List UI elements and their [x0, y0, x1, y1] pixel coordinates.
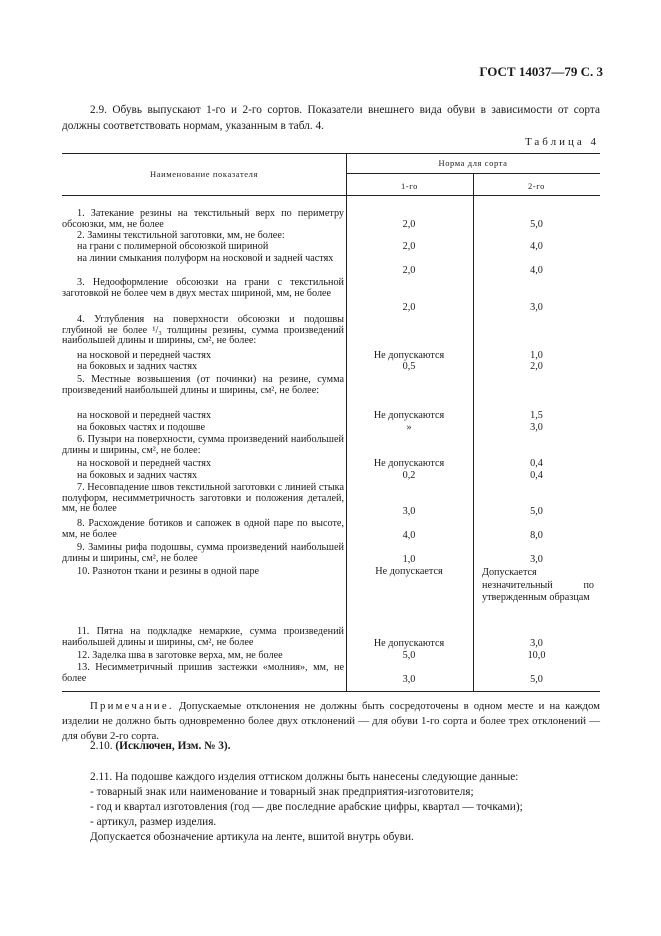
table-cell-grade-2: 3,0: [530, 638, 543, 649]
table-row-text: 10. Разнотон ткани и резины в одной паре: [77, 566, 260, 577]
paragraph-2-11: [90, 770, 600, 845]
paragraph-2-10-number: 2.10.: [90, 740, 113, 752]
table-row-text: 2. Замины текстильной заготовки, мм, не более:: [77, 230, 285, 241]
paragraph-2-10: [90, 740, 231, 752]
table-cell-grade-1: 0,5: [402, 361, 416, 372]
table-row-text: 8. Расхождение ботиков и сапожек в одной паре по высоте, мм, не более: [62, 518, 344, 540]
note-text: Допускаемые отклонения не должны быть сосредоточены в одном месте и на каждом изделии не должно быть одновременно более двух отклонений — для обуви 1-го сорта и более трех отклонений — для обуви 2-го сорта.: [62, 700, 600, 742]
table-row-text: 6. Пузыри на поверхности, сумма произведений наибольшей длины и ширины, см², не более:: [62, 434, 344, 456]
table-cell-grade-1: 2,0: [402, 219, 416, 230]
table-cell-grade-2: 3,0: [530, 422, 543, 433]
table-row-text: на грани с полимерной обсоюзкой шириной: [77, 241, 269, 252]
table-cell-grade-1: 0,2: [402, 470, 416, 481]
table-cell-grade-1: 2,0: [402, 265, 416, 276]
paragraph-2-11-tail: Допускается обозначение артикула на ленте, вшитой внутрь обуви.: [90, 831, 414, 843]
table-cell-grade-2: 2,0: [530, 361, 543, 372]
table-cell-grade-2: 4,0: [530, 265, 543, 276]
table-cell-grade-2: Допускается незначительный по утвержденным образцам: [482, 567, 594, 603]
table-row-text: 7. Несовпадение швов текстильной заготовки с линией стыка полуформ, несимметричность заготовки и положения деталей, мм, не более: [62, 482, 344, 515]
table-cell-grade-2: 10,0: [527, 650, 546, 661]
table-row-text: на боковых частях и подошве: [77, 422, 206, 433]
table-cell-grade-2: 8,0: [530, 530, 543, 541]
table-cell-grade-1: 5,0: [402, 650, 416, 661]
norms-table: [62, 153, 600, 691]
header-grade-1: 1-го: [400, 181, 418, 191]
table-row-text: на носковой и передней частях: [77, 410, 212, 421]
header-indicator-name: Наименование показателя: [149, 169, 258, 179]
table-row-text: 1. Затекание резины на текстильный верх по периметру обсоюзки, мм, не более: [62, 208, 344, 230]
list-item: - артикул, размер изделия.: [90, 816, 217, 828]
table-cell-grade-2: 5,0: [530, 219, 543, 230]
table-cell-grade-1: 4,0: [402, 530, 416, 541]
table-row-text: на носковой и передней частях: [77, 458, 212, 469]
table-cell-grade-2: 4,0: [530, 241, 543, 252]
table-row-text: 13. Несимметричный пришив застежки «молния», мм, не более: [62, 662, 344, 684]
table-cell-grade-2: 1,0: [530, 350, 543, 361]
table-cell-grade-1: 3,0: [402, 674, 416, 685]
header-grade-norm: Норма для сорта: [438, 158, 508, 168]
table-cell-grade-2: 5,0: [530, 506, 543, 517]
table-row-text: на линии смыкания полуформ на носковой и задней частях: [77, 253, 334, 264]
table-row-text: 3. Недооформление обсоюзки на грани с текстильной заготовкой не более чем в двух местах шириной, мм, не более: [62, 277, 344, 299]
table-bottom-border: [62, 691, 600, 692]
table-cell-grade-1: »: [406, 422, 412, 433]
table-note: [62, 699, 600, 744]
note-label: Примечание.: [90, 700, 174, 712]
table-cell-grade-2: 3,0: [530, 554, 543, 565]
paragraph-2-10-text: (Исключен, Изм. № 3).: [115, 740, 231, 752]
table-row-text: 11. Пятна на подкладке немаркие, сумма произведений наибольшей длины и ширины, см², не более: [62, 626, 344, 648]
table-row-text: на носковой и передней частях: [77, 350, 212, 361]
page-header: ГОСТ 14037—79 С. 3: [479, 64, 603, 79]
table-cell-grade-1: Не допускаются: [373, 458, 445, 469]
list-item: - товарный знак или наименование и товарный знак предприятия-изготовителя;: [90, 786, 474, 798]
table-cell-grade-2: 0,4: [530, 458, 543, 469]
table-row-text: на боковых и задних частях: [77, 470, 198, 481]
table-row-text: 4. Углубления на поверхности обсоюзки и подошвы глубиной не более ¹/₃ толщины резины, сумма произведений наибольшей длины и ширины, см², не более:: [62, 314, 344, 347]
table-cell-grade-1: Не допускаются: [373, 350, 445, 361]
table-cell-grade-1: 3,0: [402, 506, 416, 517]
table-cell-grade-2: 0,4: [530, 470, 543, 481]
table-row-text: 9. Замины рифа подошвы, сумма произведений наибольшей длины и ширины, см², не более: [62, 542, 344, 564]
table-top-border: [62, 153, 600, 154]
paragraph-2-9: 2.9. Обувь выпускают 1-го и 2-го сортов. Показатели внешнего вида обуви в зависимости от сорта должны соответствовать нормам, указанным в табл. 4.: [62, 104, 600, 132]
table-header-border: [62, 195, 600, 196]
table-cell-grade-2: 5,0: [530, 674, 543, 685]
header-grade-2: 2-го: [527, 181, 545, 191]
table-cell-grade-1: 1,0: [402, 554, 416, 565]
table-cell-grade-1: Не допускаются: [373, 638, 445, 649]
table-cell-grade-1: 2,0: [402, 302, 416, 313]
table-row-text: 5. Местные возвышения (от починки) на резине, сумма произведений наибольшей длины и ширины, см², не более:: [62, 374, 344, 396]
table-row-text: 12. Заделка шва в заготовке верха, мм, не более: [77, 650, 283, 661]
table-cell-grade-1: Не допускается: [375, 566, 443, 577]
table-cell-grade-2: 1,5: [530, 410, 543, 421]
table-cell-grade-1: Не допускаются: [373, 410, 445, 421]
table-row-text: на боковых и задних частях: [77, 361, 198, 372]
list-item: - год и квартал изготовления (год — две последние арабские цифры, квартал — точками);: [90, 801, 523, 813]
table-col-divider-1: [346, 153, 347, 691]
paragraph-2-11-lead: 2.11. На подошве каждого изделия оттиском должны быть нанесены следующие данные:: [90, 771, 519, 783]
table-caption: Таблица 4: [524, 136, 599, 148]
table-cell-grade-1: 2,0: [402, 241, 416, 252]
table-cell-grade-2: 3,0: [530, 302, 543, 313]
